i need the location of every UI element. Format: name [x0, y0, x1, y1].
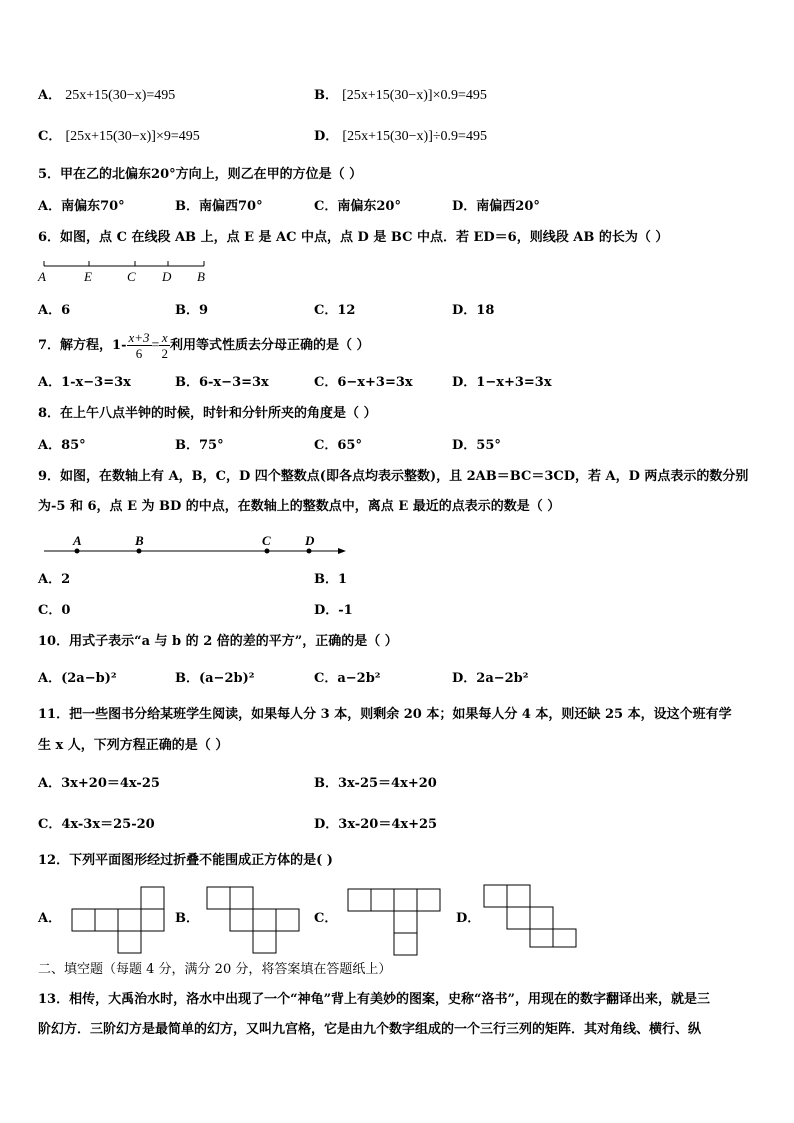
q9-label-a: A — [73, 533, 82, 548]
q9-label-c: C — [262, 533, 271, 548]
q5-option-a: A．南偏东70° — [38, 199, 125, 214]
q12-stem: 12．下列平面图形经过折叠不能围成正方体的是( ) — [38, 853, 333, 868]
q7-option-a: A．1-x−3=3x — [38, 375, 131, 390]
q11-option-a: A．3x+20＝4x-25 — [38, 776, 160, 791]
q12-net-d — [484, 885, 576, 947]
q11-option-d: D．3x-20＝4x+25 — [314, 817, 438, 832]
q12-net-c — [348, 889, 440, 955]
q6-option-b: B．9 — [175, 303, 209, 318]
q7-fraction-1: $\frac{x+3}{6}$ — [128, 330, 150, 361]
q6-label-a: A — [38, 269, 46, 284]
q9-stem-line2: 为-5 和 6，点 E 为 BD 的中点，在数轴上的整数点中，离点 E 最近的点表示的数是（ ） — [38, 499, 561, 514]
q4-option-c: C． [25x+15(30−x)]×9=495 — [38, 129, 200, 144]
q6-option-c: C．12 — [314, 303, 356, 318]
q8-option-c: C．65° — [314, 438, 362, 453]
q10-option-b: B．(a−2b)² — [175, 671, 255, 686]
q12-option-b-label: B． — [175, 911, 199, 926]
q10-option-a: A．(2a−b)² — [38, 671, 117, 686]
q11-option-c: C．4x-3x＝25-20 — [38, 817, 155, 832]
q12-net-b — [207, 887, 299, 953]
q11-stem-line1: 11．把一些图书分给某班学生阅读，如果每人分 3 本，则剩余 20 本；如果每人分 4 本，则还缺 25 本，设这个班有学 — [38, 707, 732, 722]
q6-label-c: C — [127, 269, 136, 284]
q10-option-c: C．a−2b² — [314, 671, 381, 686]
q4-option-d: D． [25x+15(30−x)]÷0.9=495 — [314, 129, 487, 144]
q11-stem-line2: 生 x 人，下列方程正确的是（ ） — [38, 738, 229, 753]
q8-option-a: A．85° — [38, 438, 86, 453]
q4-option-a: A． 25x+15(30−x)=495 — [38, 88, 176, 103]
q7-stem: 7．解方程，1- $\frac{x+3}{6}$ = $\frac{x}{2}$ 利用等式性质去分母正确的是（ ） — [38, 330, 370, 361]
q6-label-d: D — [162, 269, 172, 284]
q7-option-b: B．6-x−3=3x — [175, 375, 269, 390]
q4-option-b: B． [25x+15(30−x)]×0.9=495 — [314, 88, 487, 103]
q9-option-d: D．-1 — [314, 603, 353, 618]
q7-option-c: C．6−x+3=3x — [314, 375, 413, 390]
q12-option-d-label: D． — [456, 911, 481, 926]
q6-option-a: A．6 — [38, 303, 71, 318]
q7-option-d: D．1−x+3=3x — [452, 375, 552, 390]
q9-option-b: B．1 — [314, 572, 348, 587]
q12-net-a — [72, 887, 164, 953]
q13-stem-line1: 13．相传，大禹治水时，洛水中出现了一个“神龟”背上有美妙的图案，史称“洛书”，用现在的数字翻译出来，就是三 — [38, 992, 711, 1007]
q12-option-a-label: A． — [38, 911, 62, 926]
q6-label-b: B — [197, 269, 205, 284]
q8-option-d: D．55° — [452, 438, 501, 453]
q13-stem-line2: 阶幻方．三阶幻方是最简单的幻方，又叫九宫格，它是由九个数字组成的一个三行三列的矩阵．其对角线、横行、纵 — [38, 1022, 702, 1037]
q8-option-b: B．75° — [175, 438, 224, 453]
q5-option-b: B．南偏西70° — [175, 199, 263, 214]
q7-fraction-2: $\frac{x}{2}$ — [161, 330, 168, 361]
q11-option-b: B．3x-25＝4x+20 — [314, 776, 437, 791]
q5-option-d: D．南偏西20° — [452, 199, 540, 214]
q9-option-a: A．2 — [38, 572, 71, 587]
q5-option-c: C．南偏东20° — [314, 199, 401, 214]
q5-stem: 5．甲在乙的北偏东20°方向上，则乙在甲的方位是（ ） — [38, 167, 363, 182]
q9-label-d: D — [305, 533, 315, 548]
q6-option-d: D．18 — [452, 303, 495, 318]
q9-stem-line1: 9．如图，在数轴上有 A，B，C，D 四个整数点(即各点均表示整数)，且 2AB＝BC＝3CD，若 A，D 两点表示的数分别 — [38, 469, 749, 484]
q6-label-e: E — [84, 269, 92, 284]
section-heading: 二、填空题（每题 4 分，满分 20 分，将答案填在答题纸上） — [38, 962, 392, 977]
q12-option-c-label: C． — [314, 911, 338, 926]
q10-stem: 10．用式子表示“a 与 b 的 2 倍的差的平方”，正确的是（ ） — [38, 634, 398, 649]
q10-option-d: D．2a−2b² — [452, 671, 529, 686]
q6-stem: 6．如图，点 C 在线段 AB 上，点 E 是 AC 中点，点 D 是 BC 中点．若 ED＝6，则线段 AB 的长为（ ） — [38, 230, 669, 245]
q9-option-c: C．0 — [38, 603, 71, 618]
q9-label-b: B — [135, 533, 144, 548]
q8-stem: 8．在上午八点半钟的时候，时针和分针所夹的角度是（ ） — [38, 406, 377, 421]
